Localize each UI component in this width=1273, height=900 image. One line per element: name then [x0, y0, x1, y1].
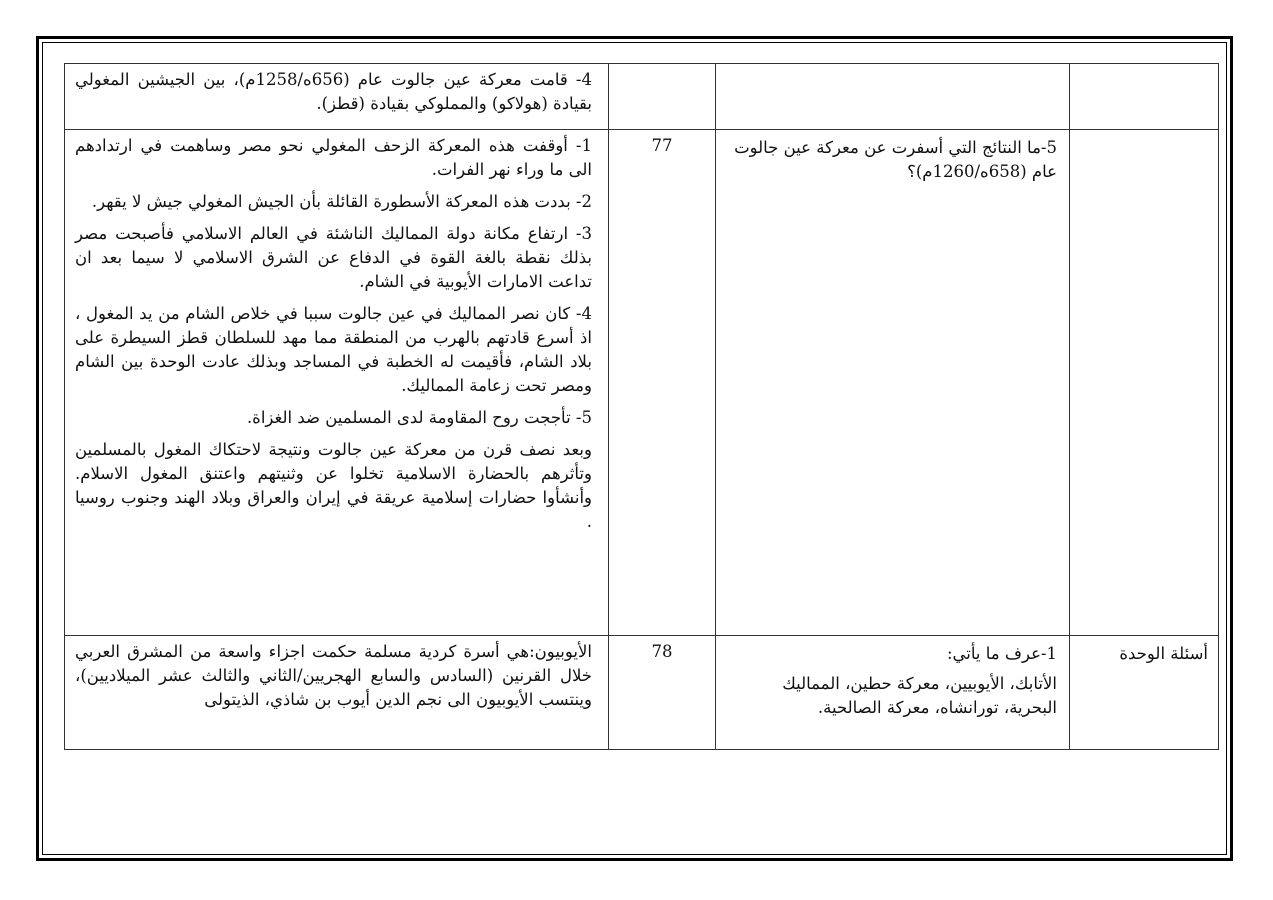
answer-cell	[65, 130, 609, 636]
question-cell	[716, 636, 1070, 750]
page-number-cell: 78	[609, 636, 716, 750]
answer-paragraph: 4- قامت معركة عين جالوت عام (656ه/1258م)، بين الجيشين المغولي بقيادة (هولاكو) والمملوكي بقيادة (قطز).	[75, 70, 593, 113]
page-number-cell: 77	[609, 130, 716, 636]
section-title-cell: أسئلة الوحدة	[1070, 636, 1219, 750]
answer-paragraph: 1- أوقفت هذه المعركة الزحف المغولي نحو مصر وساهمت في ارتدادهم الى ما وراء نهر الفرات.	[75, 136, 592, 179]
question-cell	[716, 130, 1070, 636]
content-table	[64, 63, 1219, 750]
page-number-cell	[609, 64, 716, 130]
answer-paragraph: وبعد نصف قرن من معركة عين جالوت ونتيجة لاحتكاك المغول بالمسلمين وتأثرهم بالحضارة الاسلامية تخلوا عن وثنيتهم واعتنق المغول الاسلام. وأنشأوا حضارات إسلامية عريقة في إيران والعراق وبلاد الهند وجنوب روسيا .	[75, 440, 592, 531]
answer-cell	[65, 64, 609, 130]
answer-paragraph: 3- ارتفاع مكانة دولة المماليك الناشئة في العالم الاسلامي فأصبحت مصر بذلك نقطة بالغة القوة في الدفاع عن الشرق الاسلامي لا سيما بعد ان تداعت الامارات الأيوبية في الشام.	[75, 224, 592, 291]
table-row	[65, 64, 1219, 130]
answer-cell	[65, 636, 609, 750]
table-row	[65, 636, 1219, 750]
answer-paragraph: 5- تأججت روح المقاومة لدى المسلمين ضد الغزاة.	[246, 408, 592, 427]
answer-paragraph: 4- كان نصر المماليك في عين جالوت سببا في خلاص الشام من يد المغول ، اذ أسرع قادتهم بالهرب من المنطقة مما مهد للسلطان قطز السيطرة على بلاد الشام، فأقيمت له الخطبة في المساجد وبذلك عادت الوحدة بين الشام ومصر تحت زعامة المماليك.	[75, 304, 592, 395]
section-cell	[1070, 130, 1219, 636]
question-text: 1-عرف ما يأتي:	[946, 644, 1057, 663]
answer-paragraph: 2- بددت هذه المعركة الأسطورة القائلة بأن الجيش المغولي جيش لا يقهر.	[91, 192, 592, 211]
question-text: 5-ما النتائج التي أسفرت عن معركة عين جالوت عام (658ه/1260م)؟	[734, 138, 1057, 181]
question-cell	[716, 64, 1070, 130]
section-cell	[1070, 64, 1219, 130]
question-terms: الأتابك، الأيوبيين، معركة حطين، المماليك البحرية، تورانشاه، معركة الصالحية.	[782, 674, 1057, 717]
table-row	[65, 130, 1219, 636]
answer-paragraph: الأيوبيون:هي أسرة كردية مسلمة حكمت اجزاء واسعة من المشرق العربي خلال القرنين (السادس والسابع الهجريين/الثاني والثالث عشر الميلاديين)، وينتسب الأيوبيون الى نجم الدين أيوب بن شاذي، الذيتولى	[75, 642, 592, 709]
